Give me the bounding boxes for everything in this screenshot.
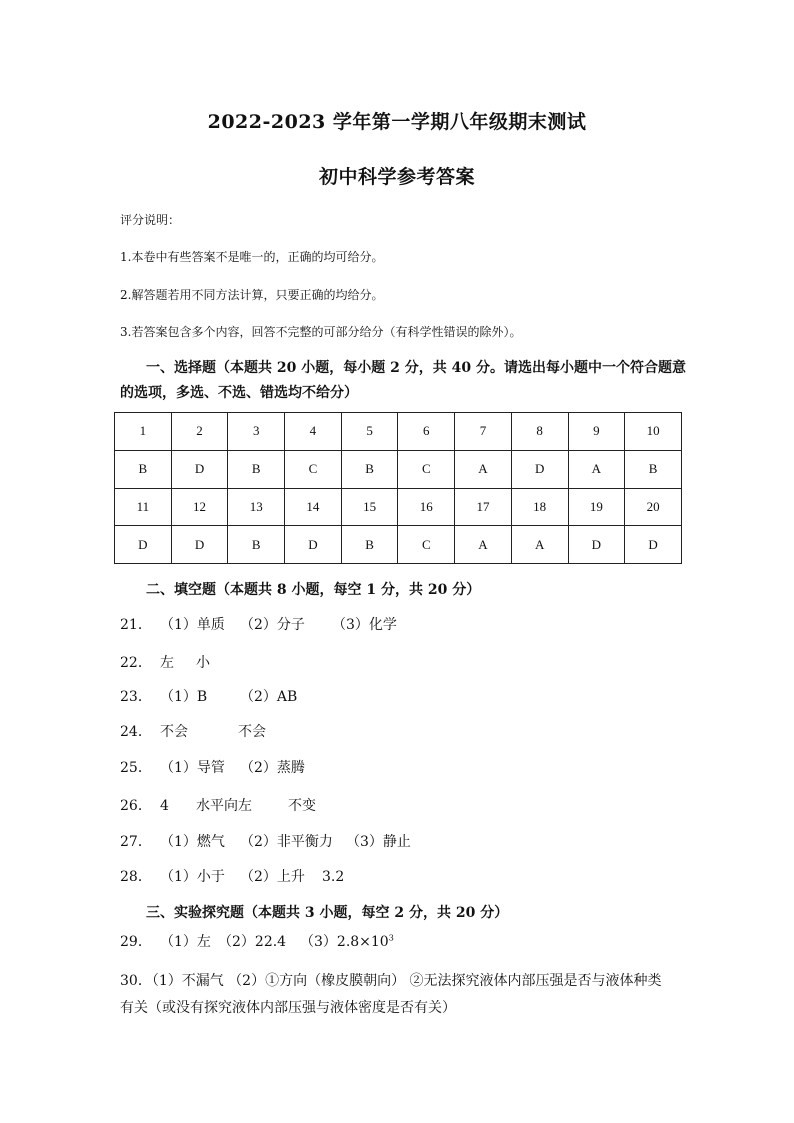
table-cell: 9 bbox=[568, 413, 625, 451]
note-item-1: 1.本卷中有些答案不是唯一的，正确的均可给分。 bbox=[120, 250, 384, 264]
table-cell: 17 bbox=[455, 488, 512, 526]
answer-part: （1）小于 bbox=[160, 869, 225, 885]
answer-30-line2: 有关（或没有探究液体内部压强与液体密度是否有关） bbox=[120, 1000, 456, 1016]
table-cell: 6 bbox=[398, 413, 455, 451]
answer-part: 不变 bbox=[288, 798, 316, 814]
answer-part: （1）B bbox=[160, 689, 208, 705]
table-cell: B bbox=[115, 450, 172, 488]
exam-title: 2022-2023 学年第一学期八年级期末测试 bbox=[207, 111, 587, 133]
table-cell: 16 bbox=[398, 488, 455, 526]
table-cell: B bbox=[228, 526, 285, 564]
question-number: 29． bbox=[120, 934, 152, 950]
answer-23 bbox=[120, 686, 297, 706]
table-cell: 18 bbox=[511, 488, 568, 526]
answer-24 bbox=[120, 721, 266, 741]
answer-part: （1）燃气 bbox=[160, 834, 225, 850]
table-cell: C bbox=[398, 526, 455, 564]
answer-part: 左 bbox=[160, 655, 174, 671]
table-row bbox=[115, 488, 682, 526]
table-cell: 19 bbox=[568, 488, 625, 526]
table-cell: C bbox=[398, 450, 455, 488]
section1-heading-line1: 一、选择题（本题共 20 小题，每小题 2 分，共 40 分。请选出每小题中一个符合题意 bbox=[146, 360, 686, 376]
answer-part: 3.2 bbox=[322, 869, 345, 885]
question-number: 24． bbox=[120, 724, 152, 740]
table-cell: D bbox=[171, 526, 228, 564]
question-number: 23． bbox=[120, 689, 152, 705]
table-cell: 7 bbox=[455, 413, 512, 451]
table-cell: A bbox=[455, 450, 512, 488]
answer-key-subtitle: 初中科学参考答案 bbox=[318, 166, 475, 188]
question-number: 26． bbox=[120, 798, 152, 814]
answer-part: （3）化学 bbox=[332, 617, 397, 633]
table-cell: D bbox=[625, 526, 682, 564]
answer-part: （2）分子 bbox=[240, 617, 305, 633]
table-cell: 12 bbox=[171, 488, 228, 526]
answer-part: （3）静止 bbox=[346, 834, 411, 850]
answer-part: （1）单质 bbox=[160, 617, 225, 633]
table-row bbox=[115, 526, 682, 564]
question-number: 28． bbox=[120, 869, 152, 885]
question-number: 25． bbox=[120, 760, 152, 776]
answer-part: 水平向左 bbox=[196, 798, 252, 814]
note-item-3: 3.若答案包含多个内容，回答不完整的可部分给分（有科学性错误的除外）。 bbox=[120, 325, 522, 339]
answer-30-line1: 30．（1）不漏气 （2）①方向（橡皮膜朝向） ②无法探究液体内部压强是否与液体种类 bbox=[120, 973, 662, 989]
table-cell: 8 bbox=[511, 413, 568, 451]
table-cell: 13 bbox=[228, 488, 285, 526]
table-cell: C bbox=[285, 450, 342, 488]
table-cell: 10 bbox=[625, 413, 682, 451]
table-cell: A bbox=[511, 526, 568, 564]
table-cell: D bbox=[171, 450, 228, 488]
table-cell: 4 bbox=[285, 413, 342, 451]
answer-part: （2）上升 bbox=[240, 869, 305, 885]
question-number: 21． bbox=[120, 617, 152, 633]
table-cell: D bbox=[285, 526, 342, 564]
notes-heading: 评分说明： bbox=[120, 213, 181, 227]
answer-25 bbox=[120, 757, 305, 777]
exponent: 3 bbox=[388, 933, 394, 943]
table-cell: D bbox=[115, 526, 172, 564]
answer-22 bbox=[120, 652, 210, 672]
table-cell: 3 bbox=[228, 413, 285, 451]
table-cell: B bbox=[228, 450, 285, 488]
table-row bbox=[115, 450, 682, 488]
section2-heading: 二、填空题（本题共 8 小题，每空 1 分，共 20 分） bbox=[146, 582, 481, 598]
answer-part: （2）22.4 bbox=[218, 934, 287, 950]
section3-heading: 三、实验探究题（本题共 3 小题，每空 2 分，共 20 分） bbox=[146, 905, 509, 921]
answer-part: 小 bbox=[196, 655, 210, 671]
answer-part: 不会 bbox=[238, 724, 266, 740]
table-cell: 5 bbox=[341, 413, 398, 451]
answer-part: （2）非平衡力 bbox=[240, 834, 333, 850]
answer-part: （1）导管 bbox=[160, 760, 225, 776]
answer-part: （3）2.8×10 bbox=[300, 934, 389, 950]
answer-27 bbox=[120, 831, 411, 851]
choice-answer-table bbox=[114, 412, 682, 564]
answer-29 bbox=[120, 931, 394, 951]
table-cell: D bbox=[568, 526, 625, 564]
table-cell: D bbox=[511, 450, 568, 488]
table-row bbox=[115, 413, 682, 451]
table-cell: 11 bbox=[115, 488, 172, 526]
table-cell: B bbox=[341, 526, 398, 564]
table-cell: 2 bbox=[171, 413, 228, 451]
answer-part: （2）AB bbox=[240, 689, 298, 705]
note-item-2: 2.解答题若用不同方法计算，只要正确的均给分。 bbox=[120, 288, 384, 302]
answer-part: （1）左 bbox=[160, 934, 211, 950]
table-cell: 1 bbox=[115, 413, 172, 451]
table-cell: 15 bbox=[341, 488, 398, 526]
table-cell: A bbox=[455, 526, 512, 564]
table-cell: 14 bbox=[285, 488, 342, 526]
table-cell: B bbox=[341, 450, 398, 488]
question-number: 27． bbox=[120, 834, 152, 850]
answer-26 bbox=[120, 795, 316, 815]
table-cell: B bbox=[625, 450, 682, 488]
table-cell: A bbox=[568, 450, 625, 488]
answer-part: 不会 bbox=[160, 724, 188, 740]
answer-part: 4 bbox=[160, 798, 169, 814]
table-cell: 20 bbox=[625, 488, 682, 526]
answer-21 bbox=[120, 614, 397, 634]
answer-part: （2）蒸腾 bbox=[240, 760, 305, 776]
answer-28 bbox=[120, 866, 344, 886]
section1-heading-line2: 的选项，多选、不选、错选均不给分） bbox=[120, 385, 358, 401]
question-number: 22． bbox=[120, 655, 152, 671]
